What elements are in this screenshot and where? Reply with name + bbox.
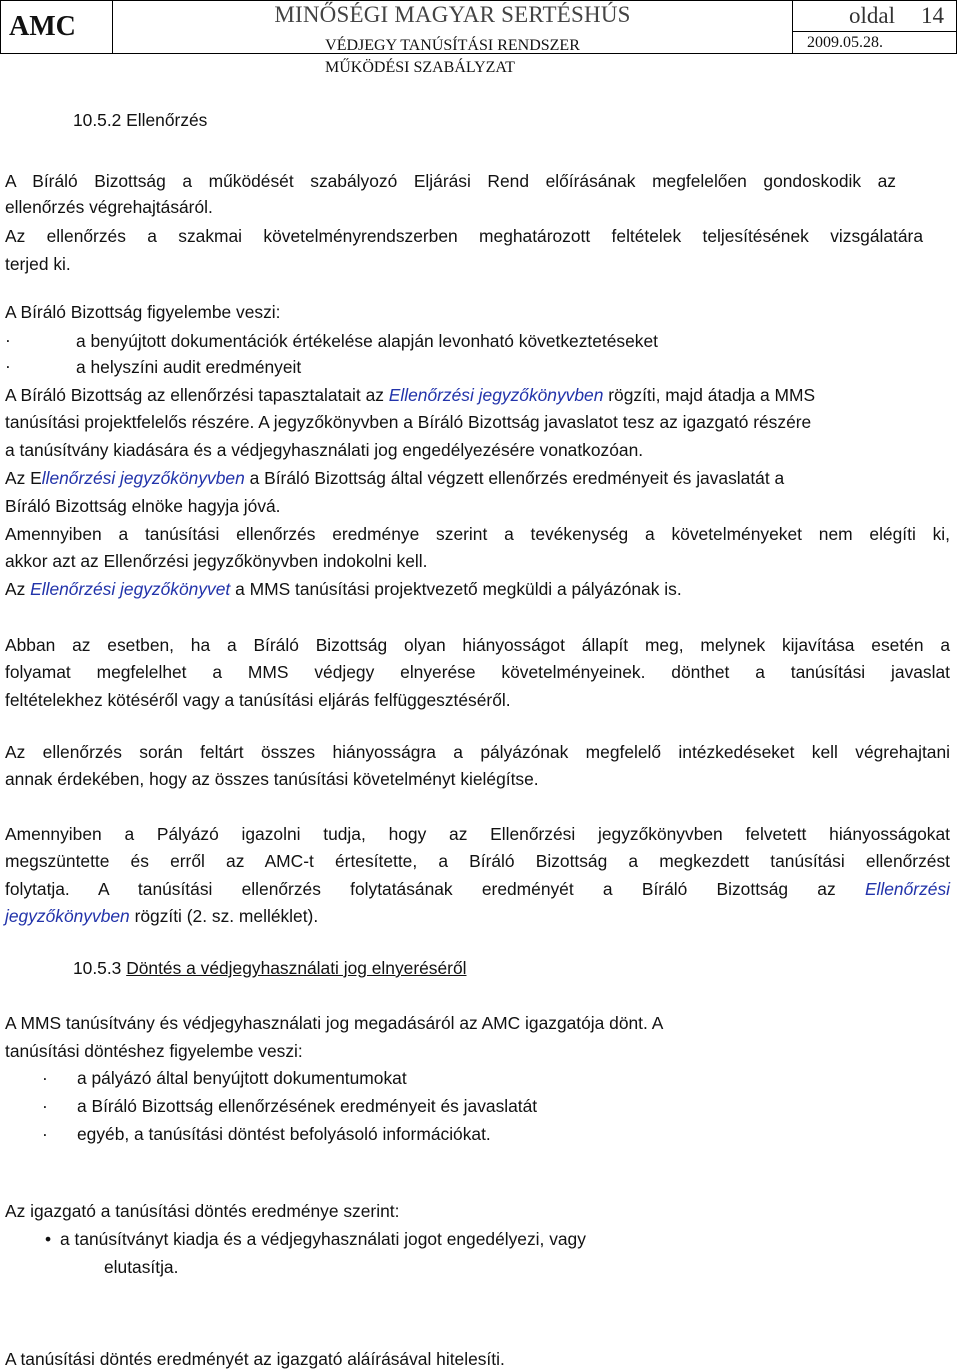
p7 xyxy=(5,579,682,599)
header-title: MINŐSÉGI MAGYAR SERTÉSHÚS xyxy=(274,2,631,27)
s3-p1-line2: tanúsítási döntéshez figyelembe veszi: xyxy=(5,1041,303,1061)
text-run: folytatja. A tanúsítási ellenőrzés folytatásának eredményét a Bíráló Bizottság az xyxy=(5,879,836,899)
header-page-label: oldal xyxy=(849,3,895,28)
bullet-marker: • xyxy=(45,1229,52,1249)
text-run: a Bíráló Bizottság által végzett ellenőrzés eredményeit és javaslatát a xyxy=(249,468,785,488)
text-run: Az E xyxy=(5,468,42,488)
p4-line3: a tanúsítvány kiadására és a védjegyhasználati jog engedélyezésére vonatkozóan. xyxy=(5,440,644,460)
text-run: a MMS tanúsítási projektvezető megküldi a pályázónak is. xyxy=(235,579,682,599)
bullet-marker: · xyxy=(5,330,11,350)
p10-line2: megszüntette és erről az AMC-t értesítette, a Bíráló Bizottság a megkezdett tanúsítási ellenőrzést xyxy=(5,851,950,871)
bullet-continuation: elutasítja. xyxy=(104,1257,179,1277)
bullet-marker: · xyxy=(42,1068,48,1088)
p6-line1: Amennyiben a tanúsítási ellenőrzés eredménye szerint a tevékenység a követelményeket nem elégíti ki, xyxy=(5,524,950,544)
text-run: tanúsítási projektfelelős részére. xyxy=(5,412,255,432)
p5-line2: Bíráló Bizottság elnöke hagyja jóvá. xyxy=(5,496,281,516)
p5-line1 xyxy=(5,468,784,488)
header-logo: AMC xyxy=(1,1,113,53)
p1-line2: ellenőrzés végrehajtásáról. xyxy=(5,197,213,217)
p9-line2: annak érdekében, hogy az összes tanúsítási követelményt kielégítse. xyxy=(5,769,539,789)
text-run: Az xyxy=(5,579,26,599)
ellenorzesi-jegyzokonyv-ref: llenőrzési jegyzőkönyvben xyxy=(41,468,245,488)
bullet-item: a pályázó által benyújtott dokumentumokat xyxy=(77,1068,407,1088)
s3-p3: A tanúsítási döntés eredményét az igazgató aláírásával hitelesíti. xyxy=(5,1349,505,1369)
heading-number: 10.5.3 xyxy=(73,958,122,978)
bullet-item: a benyújtott dokumentációk értékelése alapján levonható következtetéseket xyxy=(76,331,658,351)
text-run: rögzíti, majd átadja a MMS xyxy=(608,385,816,405)
ellenorzesi-jegyzokonyv-ref: Ellenőrzési jegyzőkönyvet xyxy=(30,579,231,599)
ellenorzesi-jegyzokonyv-ref: Ellenőrzési jegyzőkönyvben xyxy=(388,385,604,405)
document-header xyxy=(0,0,957,54)
p2-line1: Az ellenőrzés a szakmai követelményrendszerben meghatározott feltételek teljesítésének vizsgálatára xyxy=(5,226,923,246)
ellenorzesi-jegyzokonyv-ref: Ellenőrzési xyxy=(864,879,950,899)
bullet-item: egyéb, a tanúsítási döntést befolyásoló információkat. xyxy=(77,1124,491,1144)
section-heading-1052: 10.5.2 Ellenőrzés xyxy=(73,110,208,130)
bullet-item: a tanúsítványt kiadja és a védjegyhasználati jogot engedélyezi, vagy xyxy=(60,1229,586,1249)
header-center xyxy=(113,1,793,53)
p8-line1: Abban az esetben, ha a Bíráló Bizottság olyan hiányosságot állapít meg, melynek kijavítása esetén a xyxy=(5,635,950,655)
p6-line2: akkor azt az Ellenőrzési jegyzőkönyvben indokolni kell. xyxy=(5,551,428,571)
ellenorzesi-jegyzokonyv-ref: jegyzőkönyvben xyxy=(5,906,130,926)
header-subtitle-1: VÉDJEGY TANÚSÍTÁSI RENDSZER xyxy=(325,37,580,54)
p8-line3: feltételekhez kötéséről vagy a tanúsítási eljárás felfüggesztéséről. xyxy=(5,690,511,710)
text-run: A Bíráló Bizottság az ellenőrzési tapasztalatait az xyxy=(5,385,384,405)
p4-line1 xyxy=(5,385,815,405)
header-divider xyxy=(793,31,956,32)
p1-line1: A Bíráló Bizottság a működését szabályozó Eljárási Rend előírásának megfelelően gondoskodik az xyxy=(5,171,896,191)
bullet-marker: · xyxy=(42,1124,48,1144)
header-page-number: 14 xyxy=(921,3,944,28)
heading-text: Döntés a védjegyhasználati jog elnyeréséről xyxy=(126,958,467,978)
section-heading-1053 xyxy=(73,958,467,978)
p9-line1: Az ellenőrzés során feltárt összes hiányosságra a pályázónak megfelelő intézkedéseket kell végrehajtani xyxy=(5,742,950,762)
p10-line3 xyxy=(5,879,950,899)
bullet-item: a helyszíni audit eredményeit xyxy=(76,357,302,377)
p10-line1: Amennyiben a Pályázó igazolni tudja, hogy az Ellenőrzési jegyzőkönyvben felvetett hiányosságokat xyxy=(5,824,950,844)
bullet-marker: · xyxy=(5,356,11,376)
header-page-info xyxy=(793,1,956,53)
p10-line4 xyxy=(5,906,318,926)
bullet-item: a Bíráló Bizottság ellenőrzésének eredményeit és javaslatát xyxy=(77,1096,538,1116)
text-run: rögzíti (2. sz. melléklet). xyxy=(134,906,319,926)
header-date: 2009.05.28. xyxy=(807,34,883,51)
text-run: A jegyzőkönyvben a Bíráló Bizottság javaslatot tesz az igazgató részére xyxy=(258,412,812,432)
s3-p1-line1: A MMS tanúsítvány és védjegyhasználati jog megadásáról az AMC igazgatója dönt. A xyxy=(5,1013,664,1033)
header-subtitle-2: MŰKÖDÉSI SZABÁLYZAT xyxy=(325,59,515,76)
s3-p2-intro: Az igazgató a tanúsítási döntés eredménye szerint: xyxy=(5,1201,400,1221)
p8-line2: folyamat megfelelhet a MMS védjegy elnyerése követelményeinek. dönthet a tanúsítási javaslat xyxy=(5,662,950,682)
p2-line2: terjed ki. xyxy=(5,254,71,274)
p4-line2 xyxy=(5,412,811,432)
p3-intro: A Bíráló Bizottság figyelembe veszi: xyxy=(5,302,281,322)
bullet-marker: · xyxy=(42,1096,48,1116)
